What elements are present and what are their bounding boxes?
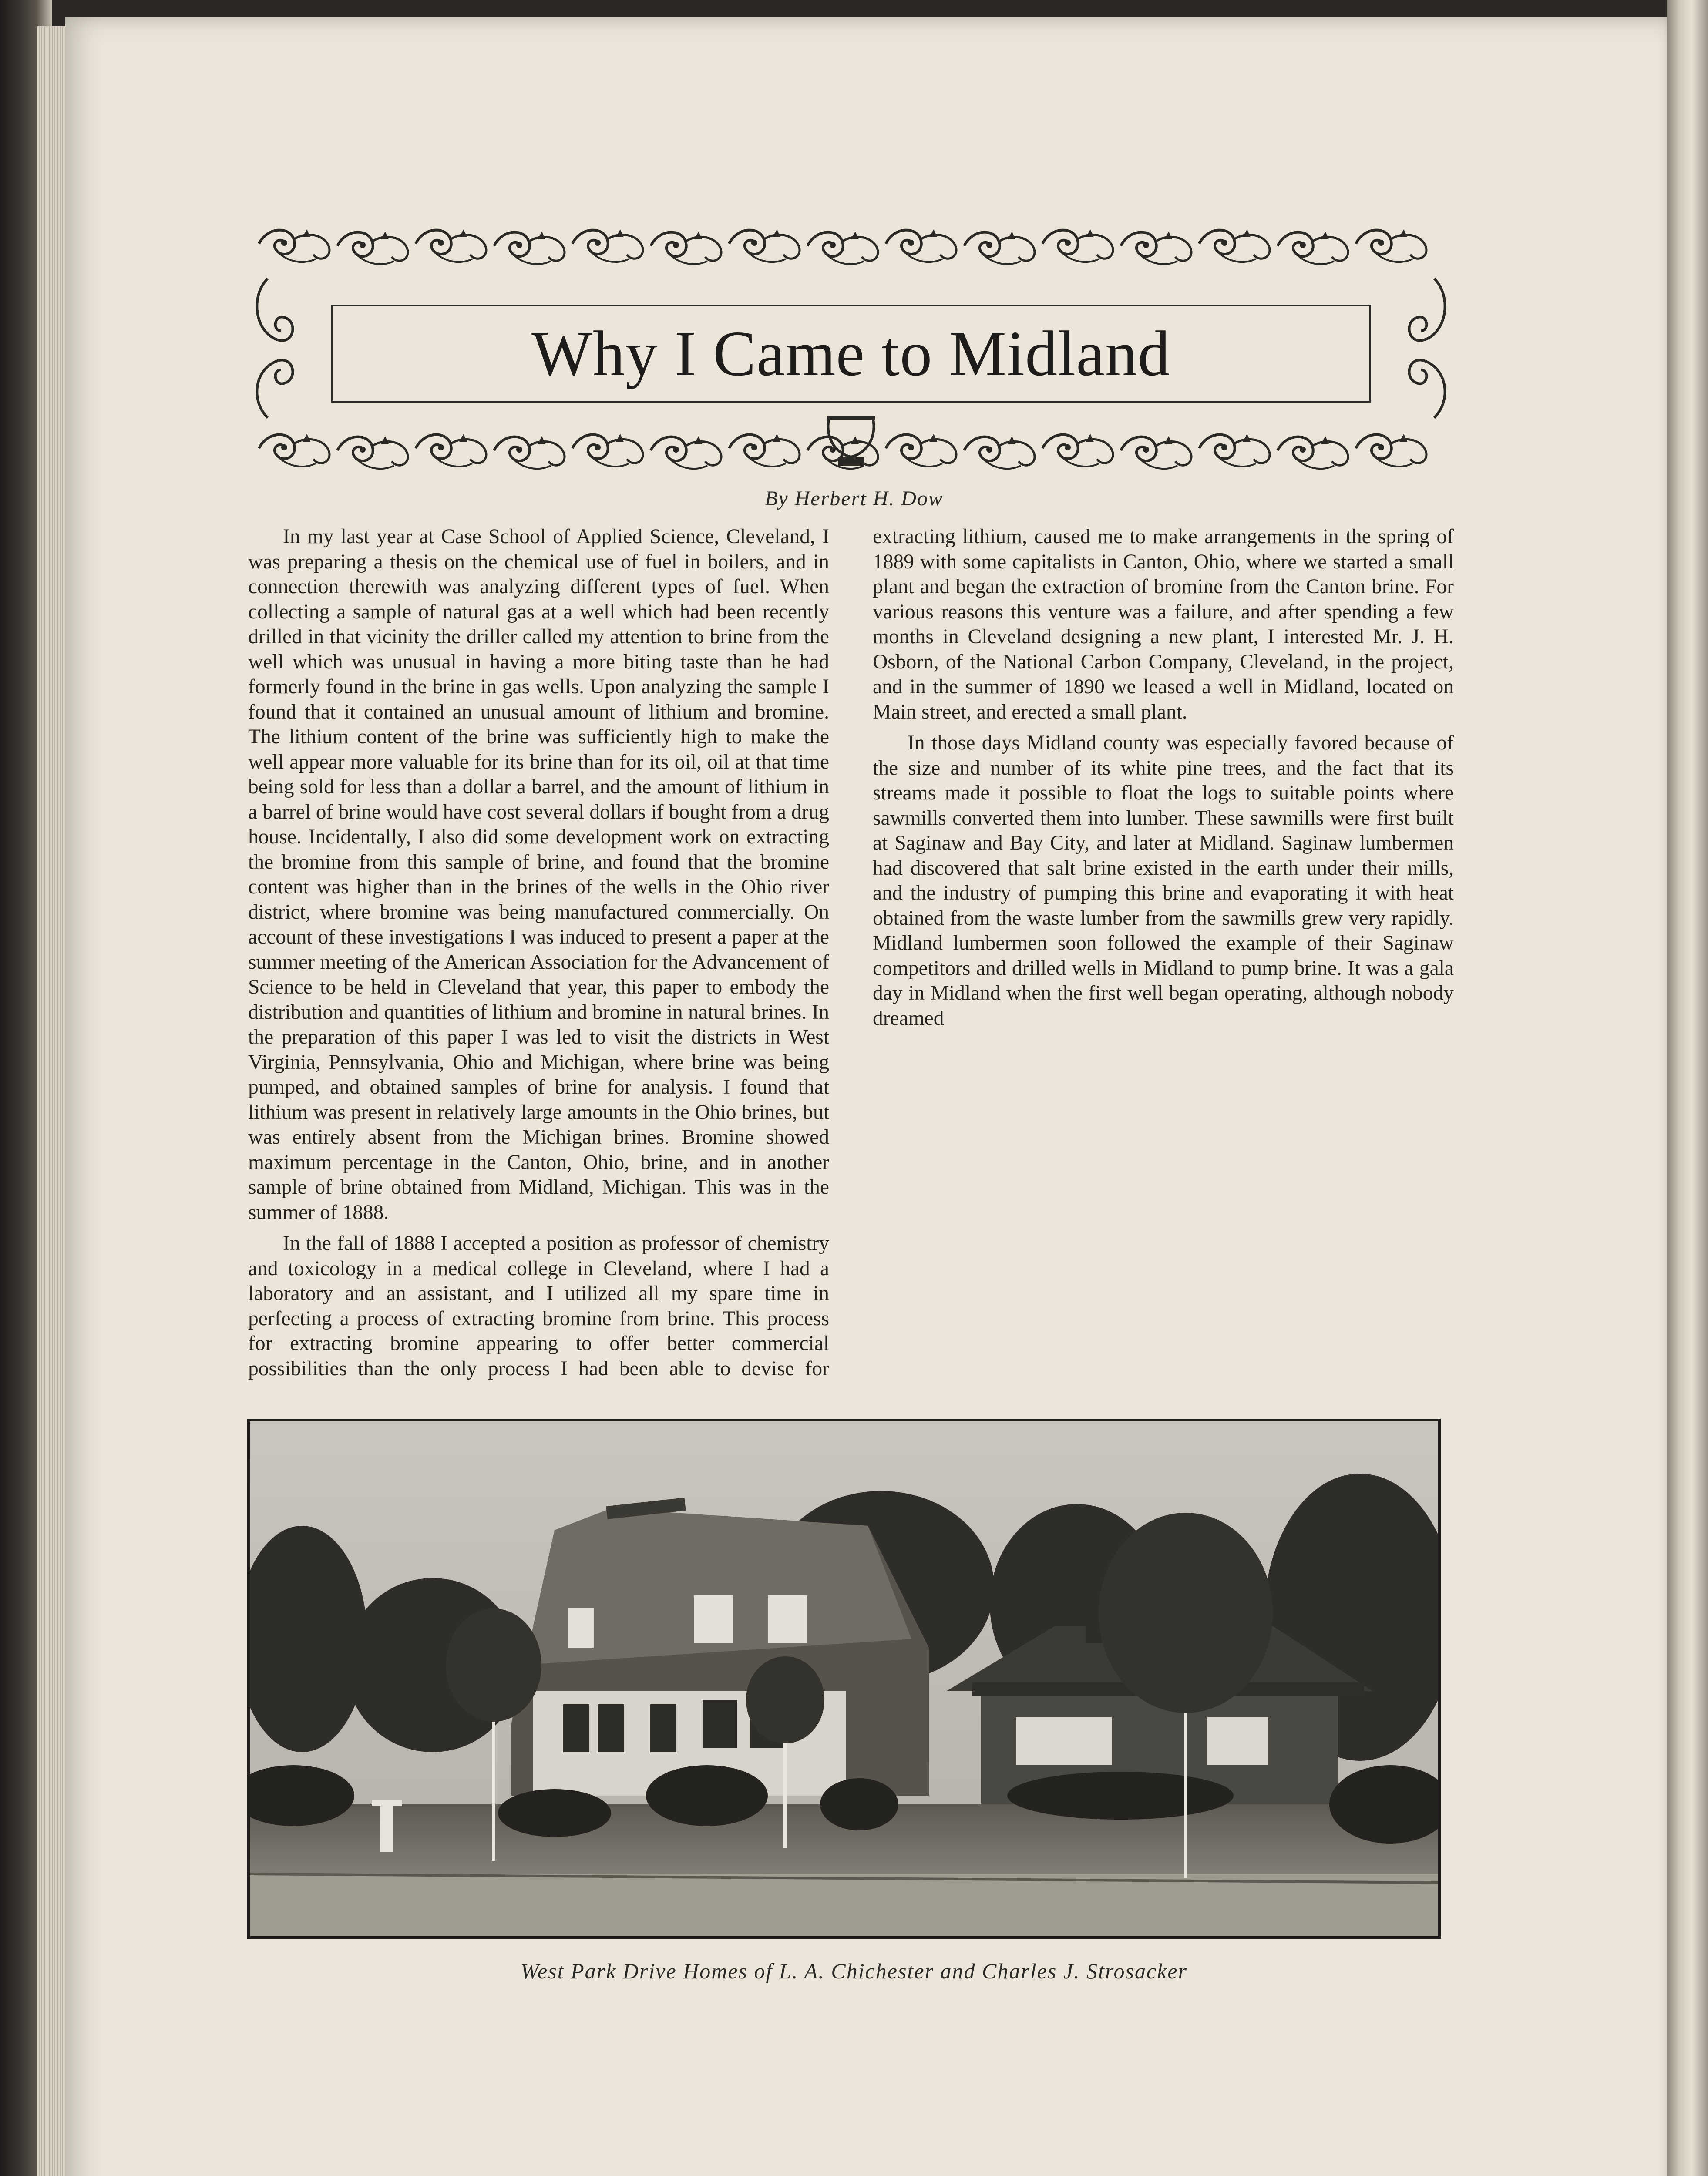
paragraph-3: In those days Midland county was especially favored because of the size and number of its white pine trees, and the fact that its streams made it possible to float the logs to suitable points where sawmills converted them into lumber. These sawmills were first built at Saginaw and Bay City, and later at Midland. Saginaw lumbermen had discovered that salt brine existed in the earth under their mills, and the industry of pumping this brine and evaporating it with heat obtained from the waste lumber from the sawmills grew very rapidly. Midland lumbermen soon followed the example of their Saginaw competitors and drilled wells in Midland to pump brine. It was a gala day in Midland when the first well began operating, although nobody dreamed	[873, 732, 1454, 1030]
author-byline: By Herbert H. Dow	[765, 487, 943, 510]
page-edges	[37, 26, 70, 2176]
photo-caption: West Park Drive Homes of L. A. Chichester and Charles J. Strosacker	[521, 1959, 1187, 1983]
photograph-houses	[247, 1419, 1441, 1939]
paragraph-2: In the fall of 1888 I accepted a position as professor of chemistry and toxicology in a medical college in Cleveland, where I had a laboratory and an assistant, and I utilized all my spare time in perfecting a process of extracting bromine from brine. This process for extracting bromine appearing to offer better commercial possibilities than the only process I had been able to devise for extracting lithium, caused me to make arrangements in the spring of 1889 with some capitalists in Canton, Ohio, where we started a small plant and began the extraction of bromine from the Canton brine. For various reasons this venture was a failure, and after spending a few months in Cleveland designing a new plant, I interested Mr. J. H. Osborn, of the National Carbon Company, Cleveland, in the project, and in the summer of 1890 we leased a well in Midland, located on Main street, and erected a small plant.	[248, 525, 1454, 1380]
article-title: Why I Came to Midland	[531, 318, 1170, 390]
house-photo-illustration	[250, 1421, 1438, 1936]
paragraph-1: In my last year at Case School of Applied Science, Cleveland, I was preparing a thesis on the chemical use of fuel in boilers, and in connection therewith was analyzing different types of fuel. When collecting a sample of natural gas at a well which had been recently drilled in that vicinity the driller called my attention to brine from the well which was unusual in having a more biting taste than he had formerly found in the brine in gas wells. Upon analyzing the sample I found that it contained an unusual amount of lithium and bromine. The lithium content of the brine was sufficiently high to make the well appear more valuable for its brine than for its oil, oil at that time being sold for less than a dollar a barrel, and the amount of lithium in a barrel of brine would have cost several dollars if bought from a drug house. Incidentally, I also did some development work on extracting the bromine from this sample of brine, and found that the bromine content was higher than in the brines of the wells in the Ohio river district, where bromine was being manufactured commercially. On account of these investigations I was induced to present a paper at the summer meeting of the American Association for the Advancement of Science to be held in Cleveland that year, this paper to embody the distribution and quantities of lithium and bromine in natural brines. In the preparation of this paper I was led to visit the districts in West Virginia, Pennsylvania, Ohio and Michigan, where brine was being pumped, and obtained samples of brine for analysis. I found that lithium was present in relatively large amounts in the Ohio brines, but was entirely absent from the Michigan brines. Bromine showed maximum percentage in the Canton, Ohio, brine, and in another sample of brine obtained from Midland, Michigan. This was in the summer of 1888.	[248, 525, 829, 1224]
facing-page-edge	[1667, 0, 1708, 2176]
article-body	[248, 524, 1454, 1390]
title-frame	[331, 305, 1371, 403]
